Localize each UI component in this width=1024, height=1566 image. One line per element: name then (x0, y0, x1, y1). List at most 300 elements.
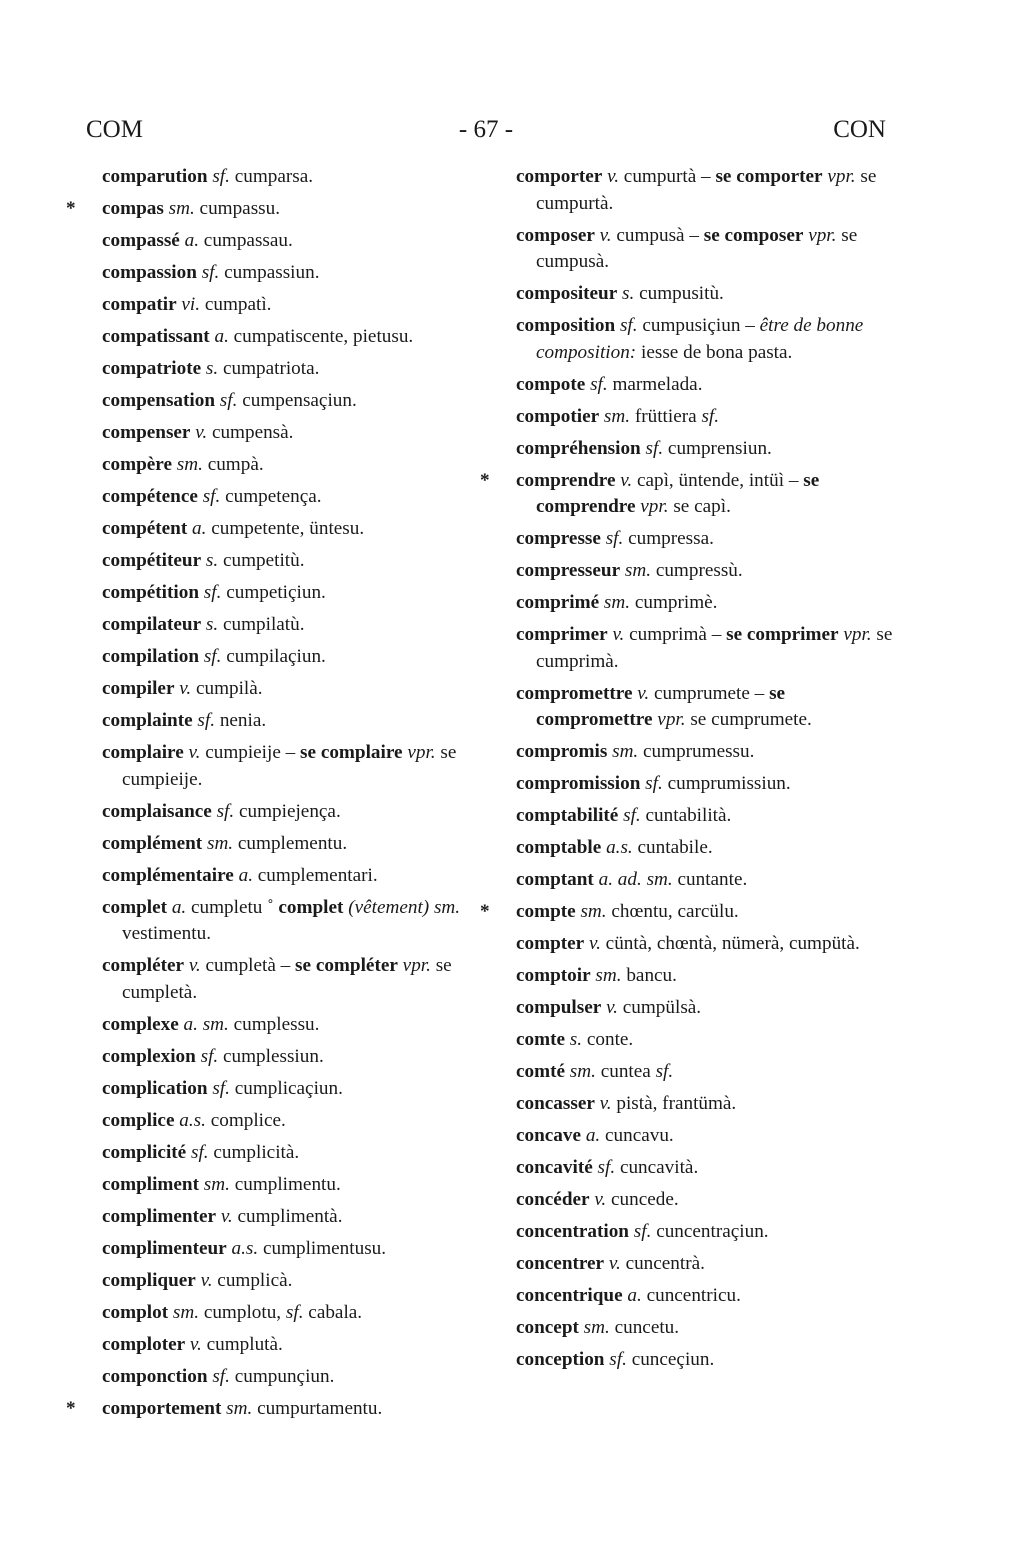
headword: comparution (102, 166, 208, 187)
headword: complaire (102, 742, 184, 763)
translation: cumpülsà. (617, 997, 702, 1018)
headword: complot (102, 1301, 169, 1323)
translation: cuntea (595, 1061, 656, 1082)
grammar-label: sf. (604, 1349, 627, 1370)
grammar-label: vpr. (838, 624, 872, 645)
dictionary-entry (102, 356, 482, 383)
dictionary-entry (102, 1364, 482, 1391)
grammar-label: v. (216, 1205, 233, 1227)
translation: se cumprumete. (685, 709, 812, 730)
grammar-label: sf. (195, 1045, 219, 1067)
translation: cumpetitù. (218, 550, 305, 571)
grammar-label: sm. (620, 560, 652, 581)
headword: compétence (102, 486, 198, 507)
grammar-label: sf. (618, 805, 641, 826)
grammar-label: sf. (199, 582, 222, 603)
translation: cumpressa. (623, 528, 714, 549)
grammar-label: s. (201, 550, 219, 571)
headword: compassion (102, 262, 197, 283)
grammar-label: v. (183, 742, 201, 763)
headword: compromettre (516, 682, 633, 704)
translation: cumplicaçiun. (229, 1077, 343, 1099)
dictionary-entry (102, 612, 482, 639)
grammar-label: sf. (199, 646, 222, 667)
dictionary-entry (102, 1268, 482, 1295)
translation: cumprimè. (630, 592, 718, 613)
dictionary-entry (516, 1123, 894, 1150)
grammar-label: sf. (585, 373, 608, 395)
translation: cumpilatù. (218, 614, 305, 635)
dictionary-entry (516, 1315, 894, 1342)
dictionary-entry (102, 708, 482, 735)
grammar-label: a. (209, 326, 229, 347)
grammar-label: sf. (592, 1157, 616, 1178)
headword: complication (102, 1077, 208, 1099)
headword: comporter (516, 166, 603, 187)
translation: cumpletu ˚ (186, 896, 279, 918)
translation: cumplicà. (212, 1269, 293, 1291)
dictionary-entry (516, 436, 894, 463)
dictionary-entry (516, 1091, 894, 1118)
translation: früttiera (630, 405, 702, 427)
translation: cumpusiçiun – (637, 315, 760, 336)
translation: cumprensiun. (663, 437, 772, 459)
grammar-label: v. (607, 624, 625, 645)
headword: comprimer (516, 624, 608, 645)
translation: cuncavu. (600, 1125, 674, 1146)
dictionary-entry (516, 771, 894, 798)
translation: cumplementu. (233, 832, 348, 854)
grammar-label: v. (190, 422, 208, 443)
grammar-label: a. (233, 864, 253, 886)
grammar-label: v. (184, 955, 201, 976)
dictionary-entry (516, 1283, 894, 1310)
italic-phrase: être de bonne composition: (536, 315, 864, 363)
headword: compilateur (102, 614, 202, 635)
grammar-label: v. (584, 933, 601, 954)
headword: comptoir (516, 965, 591, 986)
grammar-label: a. (179, 230, 199, 251)
translation: pistà, frantümà. (611, 1093, 737, 1114)
translation: capì, üntende, intüì – (632, 469, 804, 491)
dictionary-entry (480, 899, 894, 926)
headword: componction (102, 1365, 208, 1387)
translation: cumprumessu. (638, 741, 755, 762)
headword: complet (102, 896, 168, 918)
headword: se comprimer (726, 624, 839, 645)
dictionary-entry (102, 324, 482, 351)
grammar-label: a. (622, 1285, 642, 1306)
grammar-label: v. (602, 166, 619, 187)
headword: concave (516, 1125, 582, 1146)
dictionary-entry (516, 1187, 894, 1214)
headword: compromission (516, 773, 641, 794)
grammar-label: a. (581, 1125, 601, 1146)
headword: comptabilité (516, 805, 619, 826)
headword: compte (516, 901, 576, 922)
dictionary-entry (102, 548, 482, 575)
translation: cuncavità. (615, 1157, 699, 1178)
dictionary-entry (102, 953, 482, 1006)
dictionary-entry (102, 1076, 482, 1103)
translation: cumplessiun. (218, 1045, 324, 1067)
headword: complexe (102, 1013, 179, 1035)
translation: cumpiejença. (234, 800, 341, 822)
translation: cumpieije – (200, 742, 301, 763)
grammar-label: sm. (578, 1317, 610, 1338)
translation: cumpatriota. (218, 358, 320, 379)
headword: comprimé (516, 592, 600, 613)
headword: compétiteur (102, 550, 202, 571)
dictionary-entry (102, 863, 482, 890)
dictionary-entry (102, 1332, 482, 1359)
translation: se cumpletà. (122, 955, 452, 1003)
headword: complément (102, 832, 203, 854)
headword: comptant (516, 869, 594, 890)
grammar-label: a. sm. (178, 1013, 229, 1035)
translation: cumplementari. (252, 864, 378, 886)
translation: se capì. (668, 496, 731, 517)
translation: cüntà, chœntà, nümerà, cumpütà. (600, 933, 860, 954)
headword: compromis (516, 741, 608, 762)
translation: cuncentraçiun. (651, 1221, 769, 1242)
headword: se comprendre (536, 469, 820, 517)
translation: cumpassau. (199, 230, 293, 251)
dictionary-entry (102, 484, 482, 511)
translation: cumpatiscente, pietusu. (228, 326, 414, 347)
dictionary-entry (516, 803, 894, 830)
dictionary-entry (102, 1012, 482, 1039)
grammar-label: sm. (590, 965, 622, 986)
translation: cuncentricu. (641, 1285, 741, 1306)
dictionary-entry (516, 1155, 894, 1182)
headword: comploter (102, 1333, 186, 1355)
headword: se compromettre (536, 682, 786, 730)
headword: concéder (516, 1189, 590, 1210)
dictionary-entry (102, 292, 482, 319)
grammar-label: sf. (640, 437, 664, 459)
grammar-label: sf. (211, 800, 235, 822)
translation: cumpassiun. (219, 262, 320, 283)
grammar-label: a. (167, 896, 187, 918)
grammar-label: sm. (163, 198, 195, 219)
dictionary-entry (516, 281, 894, 308)
dictionary-entry (102, 676, 482, 703)
grammar-label: v. (185, 1333, 202, 1355)
italic-phrase: (vêtement) sm. (343, 896, 461, 918)
headword: compère (102, 454, 172, 475)
headword: se composer (703, 224, 804, 246)
grammar-label: a.s. (174, 1109, 206, 1131)
headword: complimenteur (102, 1237, 227, 1259)
headword: composer (516, 224, 595, 246)
dictionary-entry (66, 1396, 482, 1423)
grammar-label: sf. (215, 390, 238, 411)
grammar-label: sf. (628, 1221, 652, 1242)
headword: concentrique (516, 1285, 623, 1306)
translation: cumprumissiun. (662, 773, 791, 794)
translation: cunceçiun. (626, 1349, 715, 1370)
asterisk-marker: * (480, 469, 490, 491)
dictionary-entry (516, 404, 894, 431)
dictionary-entry (516, 995, 894, 1022)
headword: comté (516, 1061, 565, 1082)
translation: cuncede. (606, 1189, 679, 1210)
translation: cabala. (303, 1301, 363, 1323)
headword: compote (516, 373, 586, 395)
headword: compiler (102, 678, 175, 699)
translation: cumpensà. (207, 422, 294, 443)
translation: cumpetença. (220, 486, 322, 507)
translation: cumplimentà. (232, 1205, 343, 1227)
dictionary-entry (516, 590, 894, 617)
translation: bancu. (621, 965, 677, 986)
headword: compatir (102, 294, 177, 315)
grammar-label: sf. (196, 262, 220, 283)
dictionary-entry (516, 558, 894, 585)
headword: concasser (516, 1093, 595, 1114)
headword: complice (102, 1109, 175, 1131)
dictionary-entry (516, 1059, 894, 1086)
grammar-label: sm. (607, 741, 639, 762)
translation: marmelada. (607, 373, 703, 395)
headword: compatissant (102, 326, 210, 347)
grammar-label: sf. (207, 166, 230, 187)
translation: cumpusitù. (634, 283, 724, 304)
grammar-label: v. (594, 224, 612, 246)
translation: se cumpieije. (122, 742, 457, 790)
header-left-guide-word: COM (86, 116, 143, 143)
dictionary-entry (516, 372, 894, 399)
page-header (86, 116, 886, 146)
dictionary-entry (102, 799, 482, 826)
dictionary-entry (102, 516, 482, 543)
grammar-label: sm. (168, 1301, 200, 1323)
grammar-label: v. (615, 469, 633, 491)
headword: compassé (102, 230, 180, 251)
dictionary-entry (102, 1236, 482, 1263)
headword: compresse (516, 528, 601, 549)
translation: cumpensaçiun. (237, 390, 357, 411)
dictionary-entry (480, 468, 894, 521)
headword: se complaire (300, 742, 403, 763)
grammar-label: vpr. (803, 224, 837, 246)
grammar-label: vpr. (397, 955, 431, 976)
asterisk-marker: * (66, 198, 76, 219)
grammar-label: sf. (186, 1141, 209, 1163)
grammar-label: v. (604, 1253, 621, 1274)
translation: se cumprimà. (536, 624, 893, 672)
translation: cumpetente, üntesu. (206, 518, 365, 539)
translation: cuncetu. (609, 1317, 680, 1338)
translation: cumpurtamentu. (252, 1397, 383, 1419)
headword: compétition (102, 582, 199, 603)
headword: concentrer (516, 1253, 605, 1274)
translation: cumplotu, (199, 1301, 286, 1323)
grammar-label: sm. (202, 832, 234, 854)
dictionary-entry (516, 739, 894, 766)
grammar-label: sm. (221, 1397, 253, 1419)
headword: complexion (102, 1045, 196, 1067)
header-right-guide-word: CON (833, 116, 886, 143)
grammar-label: s. (565, 1029, 583, 1050)
dictionary-entry (102, 1172, 482, 1199)
headword: complémentaire (102, 864, 234, 886)
headword: compresseur (516, 560, 621, 581)
headword: compotier (516, 405, 600, 427)
translation: cumplimentusu. (258, 1237, 387, 1259)
grammar-label: sf. (285, 1301, 304, 1323)
grammar-label: v. (589, 1189, 607, 1210)
grammar-label: sf. (640, 773, 663, 794)
dictionary-entry (102, 260, 482, 287)
grammar-label: a.s. (226, 1237, 259, 1259)
grammar-label: sm. (565, 1061, 596, 1082)
headword: complaisance (102, 800, 212, 822)
dictionary-entry (516, 963, 894, 990)
dictionary-entry (102, 1140, 482, 1167)
headword: compensation (102, 390, 215, 411)
dictionary-entry (516, 681, 894, 734)
headword: compatriote (102, 358, 202, 379)
dictionary-entry (102, 164, 482, 191)
dictionary-entry (102, 1044, 482, 1071)
dictionary-entry (66, 196, 482, 223)
grammar-label: s. (617, 283, 635, 304)
dictionary-entry (516, 1347, 894, 1374)
dictionary-entry (102, 1300, 482, 1327)
dictionary-entry (516, 1251, 894, 1278)
page-number: - 67 - (458, 116, 514, 143)
headword: complet (278, 896, 344, 918)
grammar-label: v. (195, 1269, 213, 1291)
grammar-label: a.s. (601, 837, 633, 858)
headword: compulser (516, 997, 602, 1018)
dictionary-entry (102, 228, 482, 255)
translation: cumplicità. (208, 1141, 300, 1163)
headword: se compléter (295, 955, 398, 976)
translation: iesse de bona pasta. (636, 341, 793, 363)
dictionary-entry (102, 580, 482, 607)
headword: complainte (102, 710, 193, 731)
dictionary-entry (516, 313, 894, 366)
translation: cumpatì. (200, 294, 272, 315)
translation: cumpusà – (611, 224, 704, 246)
headword: comte (516, 1029, 565, 1050)
grammar-label: v. (594, 1093, 612, 1114)
translation: se cumpurtà. (536, 166, 877, 214)
translation: cuntabile. (632, 837, 713, 858)
translation: cumpilà. (191, 678, 263, 699)
dictionary-entry (102, 895, 482, 948)
grammar-label: vi. (176, 294, 201, 315)
left-column (66, 164, 482, 1428)
translation: cumpà. (202, 454, 264, 475)
right-column (480, 164, 894, 1379)
translation: cumprumete – (649, 682, 770, 704)
dictionary-entry (516, 835, 894, 862)
translation: cumpilaçiun. (221, 646, 326, 667)
grammar-label: sf. (600, 528, 624, 549)
grammar-label: vpr. (822, 166, 856, 187)
grammar-label: sf. (655, 1061, 674, 1082)
grammar-label: sm. (575, 901, 607, 922)
headword: compléter (102, 955, 185, 976)
translation: cuncentrà. (620, 1253, 705, 1274)
headword: compas (102, 198, 164, 219)
headword: concavité (516, 1157, 593, 1178)
dictionary-entry (102, 388, 482, 415)
asterisk-marker: * (480, 901, 490, 922)
translation: cumplimentu. (229, 1173, 341, 1195)
headword: concept (516, 1317, 579, 1338)
translation: cumpassu. (194, 198, 281, 219)
translation: nenia. (215, 710, 267, 731)
grammar-label: sf. (207, 1077, 230, 1099)
dictionary-entry (516, 1027, 894, 1054)
asterisk-marker: * (66, 1397, 76, 1419)
translation: cumpetiçiun. (221, 582, 326, 603)
headword: compétent (102, 518, 188, 539)
headword: compliment (102, 1173, 199, 1195)
translation: complice. (205, 1109, 286, 1131)
dictionary-entry (102, 644, 482, 671)
translation: cuntabilità. (640, 805, 732, 826)
grammar-label: sm. (199, 1173, 230, 1195)
dictionary-entry (516, 931, 894, 958)
translation: cuntante. (672, 869, 748, 890)
translation: vestimentu. (122, 923, 211, 944)
translation: cumpressù. (651, 560, 743, 581)
grammar-label: v. (601, 997, 618, 1018)
translation: se cumpusà. (536, 224, 858, 272)
grammar-label: v. (632, 682, 650, 704)
grammar-label: a. (187, 518, 207, 539)
translation: cumplutà. (201, 1333, 283, 1355)
grammar-label: s. (201, 614, 219, 635)
headword: concentration (516, 1221, 629, 1242)
grammar-label: sm. (171, 454, 203, 475)
headword: comptable (516, 837, 602, 858)
translation: cumpunçiun. (229, 1365, 335, 1387)
headword: comprendre (516, 469, 616, 491)
grammar-label: sf. (207, 1365, 230, 1387)
headword: se comporter (715, 166, 823, 187)
headword: conception (516, 1349, 605, 1370)
headword: composition (516, 315, 616, 336)
dictionary-entry (102, 740, 482, 793)
grammar-label: s. (201, 358, 219, 379)
grammar-label: vpr. (652, 709, 686, 730)
dictionary-entry (102, 831, 482, 858)
dictionary-entry (516, 526, 894, 553)
grammar-label: sm. (599, 405, 631, 427)
grammar-label: v. (174, 678, 192, 699)
translation: cumplessu. (228, 1013, 320, 1035)
grammar-label: sm. (599, 592, 631, 613)
translation: cumparsa. (229, 166, 314, 187)
headword: compositeur (516, 283, 618, 304)
grammar-label: vpr. (402, 742, 436, 763)
dictionary-entry (102, 1204, 482, 1231)
grammar-label: sf. (197, 486, 221, 507)
headword: compenser (102, 422, 191, 443)
headword: comportement (102, 1397, 222, 1419)
grammar-label: a. ad. sm. (593, 869, 673, 890)
translation: cumpurtà – (619, 166, 716, 187)
headword: complicité (102, 1141, 187, 1163)
headword: compliquer (102, 1269, 196, 1291)
